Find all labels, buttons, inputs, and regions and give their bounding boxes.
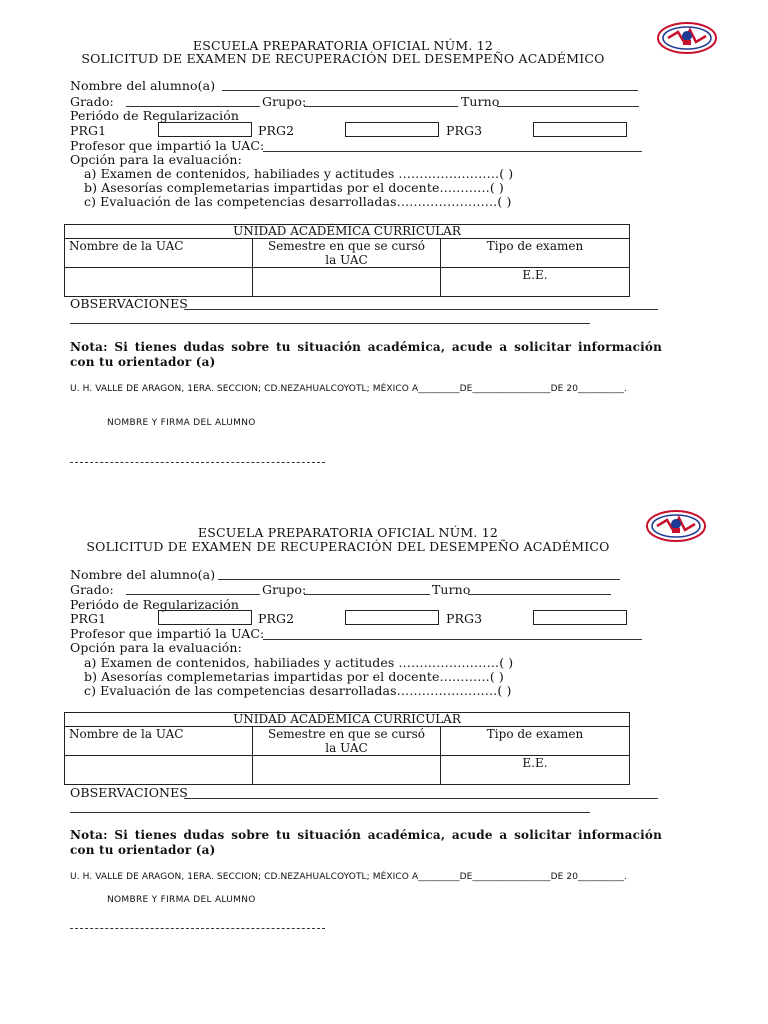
shift-label: Turno <box>432 582 471 597</box>
prg1-box[interactable] <box>158 610 252 625</box>
form-title: SOLICITUD DE EXAMEN DE RECUPERACIÓN DEL DESEMPEÑO ACADÉMICO <box>81 51 605 66</box>
observations-label: OBSERVACIONES <box>70 785 188 800</box>
signature-label: NOMBRE Y FIRMA DEL ALUMNO <box>107 418 256 428</box>
option-a[interactable]: a) Examen de contenidos, habiliades y actitudes ……………………( ) <box>84 655 514 670</box>
address-line: U. H. VALLE DE ARAGON, 1ERA. SECCION; CD.NEZAHUALCOYOTL; MÉXICO A_________DE_________________DE 20__________. <box>70 872 628 882</box>
col-exam-type: Tipo de examen <box>441 727 630 756</box>
period-label: Periódo de Regularización <box>70 108 240 123</box>
observations-label: OBSERVACIONES <box>70 296 188 311</box>
teacher-label: Profesor que impartió la UAC: <box>70 626 265 641</box>
table-row <box>65 756 630 785</box>
group-field[interactable] <box>304 594 430 595</box>
col-semester-line1: Semestre en que se cursó <box>267 239 426 253</box>
grade-label: Grado: <box>70 582 114 597</box>
uac-table-caption: UNIDAD ACADÉMICA CURRICULAR <box>65 713 630 727</box>
prg2-label: PRG2 <box>258 123 295 138</box>
shift-label: Turno <box>461 94 500 109</box>
signature-line[interactable] <box>70 928 325 929</box>
semester-cell[interactable] <box>253 756 441 785</box>
exam-type-cell: E.E. <box>441 268 630 297</box>
observations-field-2[interactable] <box>70 812 590 813</box>
student-name-label: Nombre del alumno(a) <box>70 567 216 582</box>
group-label: Grupo: <box>262 582 307 597</box>
evaluation-option-label: Opción para la evaluación: <box>70 152 242 167</box>
shift-field[interactable] <box>468 594 611 595</box>
student-name-field[interactable] <box>218 579 620 580</box>
prg1-label: PRG1 <box>70 123 107 138</box>
prg3-box[interactable] <box>533 610 627 625</box>
prg3-label: PRG3 <box>446 123 483 138</box>
option-a[interactable]: a) Examen de contenidos, habiliades y actitudes ……………………( ) <box>84 166 514 181</box>
option-c[interactable]: c) Evaluación de las competencias desarrolladas……………………( ) <box>84 683 512 698</box>
grade-label: Grado: <box>70 94 114 109</box>
teacher-label: Profesor que impartió la UAC: <box>70 138 265 153</box>
observations-field[interactable] <box>184 798 658 799</box>
teacher-field[interactable] <box>263 639 642 640</box>
uac-name-cell[interactable] <box>65 756 253 785</box>
group-label: Grupo: <box>262 94 307 109</box>
note: Nota: Si tienes dudas sobre tu situación académica, acude a solicitar información con tu orientador (a) <box>70 340 662 369</box>
uac-table <box>64 712 630 785</box>
col-exam-type: Tipo de examen <box>441 239 630 268</box>
school-name: ESCUELA PREPARATORIA OFICIAL NÚM. 12 <box>197 525 499 540</box>
col-semester-line1: Semestre en que se cursó <box>267 727 426 741</box>
col-semester-line2: la UAC <box>325 741 368 755</box>
prg2-box[interactable] <box>345 610 439 625</box>
student-name-label: Nombre del alumno(a) <box>70 78 216 93</box>
col-semester <box>253 727 441 756</box>
note: Nota: Si tienes dudas sobre tu situación académica, acude a solicitar información con tu orientador (a) <box>70 828 662 857</box>
prg2-label: PRG2 <box>258 611 295 626</box>
prg1-label: PRG1 <box>70 611 107 626</box>
grade-field[interactable] <box>126 594 260 595</box>
period-label: Periódo de Regularización <box>70 597 240 612</box>
prg3-label: PRG3 <box>446 611 483 626</box>
col-semester-line2: la UAC <box>325 253 368 267</box>
exam-type-cell: E.E. <box>441 756 630 785</box>
address-line: U. H. VALLE DE ARAGON, 1ERA. SECCION; CD.NEZAHUALCOYOTL; MÉXICO A_________DE_________________DE 20__________. <box>70 384 628 394</box>
uac-table-caption: UNIDAD ACADÉMICA CURRICULAR <box>65 225 630 239</box>
form-title: SOLICITUD DE EXAMEN DE RECUPERACIÓN DEL DESEMPEÑO ACADÉMICO <box>86 539 610 554</box>
school-name: ESCUELA PREPARATORIA OFICIAL NÚM. 12 <box>192 38 494 53</box>
signature-label: NOMBRE Y FIRMA DEL ALUMNO <box>107 895 256 905</box>
col-uac-name: Nombre de la UAC <box>65 239 253 268</box>
option-c[interactable]: c) Evaluación de las competencias desarrolladas……………………( ) <box>84 194 512 209</box>
col-uac-name: Nombre de la UAC <box>65 727 253 756</box>
evaluation-option-label: Opción para la evaluación: <box>70 640 242 655</box>
option-b[interactable]: b) Asesorías complemetarias impartidas por el docente…………( ) <box>84 180 504 195</box>
option-b[interactable]: b) Asesorías complemetarias impartidas por el docente…………( ) <box>84 669 504 684</box>
